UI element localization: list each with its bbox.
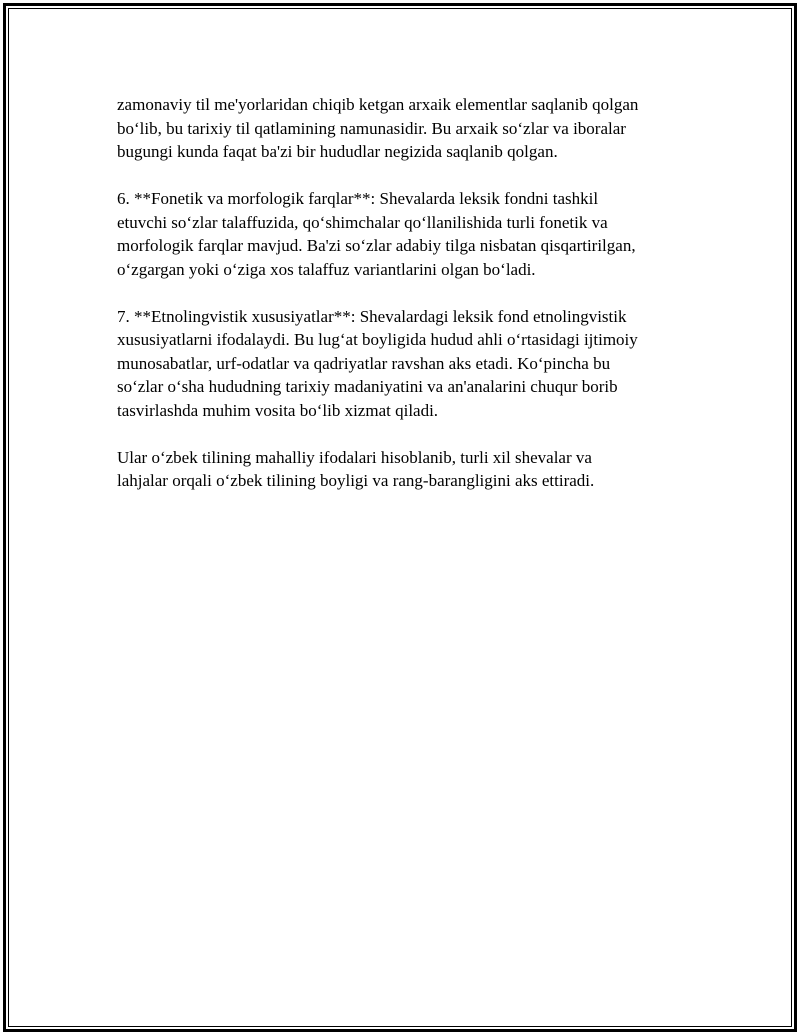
paragraph-conclusion: Ular o‘zbek tilining mahalliy ifodalari hisoblanib, turli xil shevalar va lahjalar orqali o‘zbek tilining boyligi va rang-barangligini aks ettiradi.	[117, 447, 595, 490]
paragraph-archaic-elements: zamonaviy til me'yorlaridan chiqib ketgan arxaik elementlar saqlanib qolgan bo‘lib, bu tarixiy til qatlamining namunasidir. Bu arxaik so‘zlar va iboralar bugungi kunda faqat ba'zi bir hududlar negizida saqlanib qolgan.	[117, 95, 639, 161]
paragraph-phonetic-morphological: 6. **Fonetik va morfologik farqlar**: Shevalarda leksik fondni tashkil etuvchi so‘zlar talaffuzida, qo‘shimchalar qo‘llanilishida turli fonetik va morfologik farqlar mavjud. Ba'zi so‘zlar adabiy tilga nisbatan qisqartirilgan, o‘zgargan yoki o‘ziga xos talaffuz variantlarini olgan bo‘ladi.	[117, 189, 636, 279]
paragraph-ethnolinguistic: 7. **Etnolingvistik xususiyatlar**: Shevalardagi leksik fond etnolingvistik xususiyatlarni ifodalaydi. Bu lug‘at boyligida hudud ahli o‘rtasidagi ijtimoiy munosabatlar, urf-odatlar va qadriyatlar ravshan aks etadi. Ko‘pincha bu so‘zlar o‘sha hududning tarixiy madaniyatini va an'analarini chuqur borib tasvirlashda muhim vosita bo‘lib xizmat qiladi.	[117, 306, 638, 420]
document-body	[117, 93, 707, 516]
